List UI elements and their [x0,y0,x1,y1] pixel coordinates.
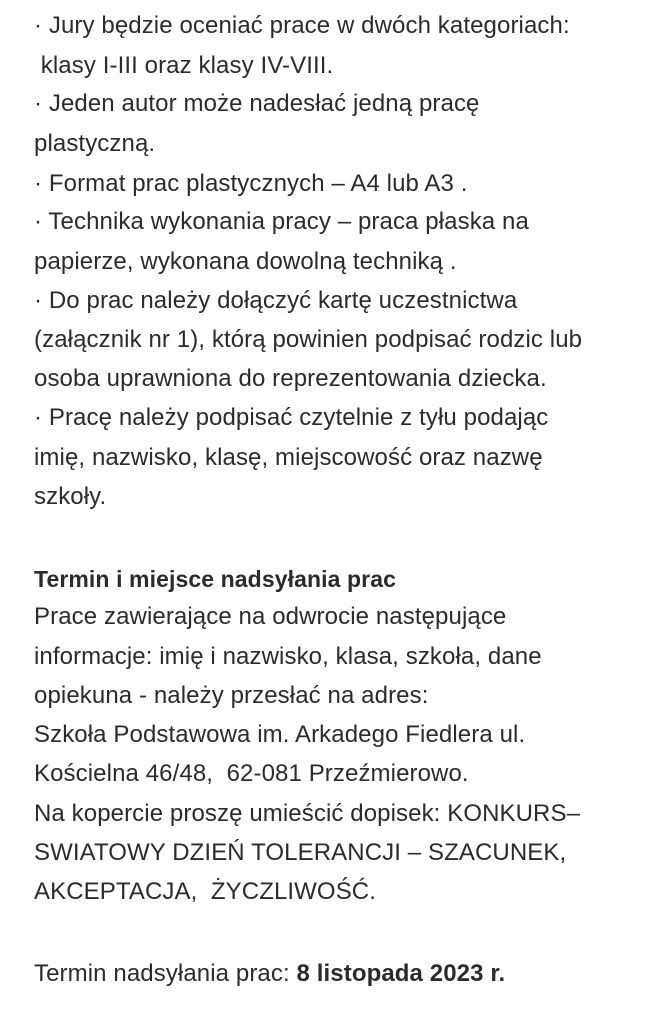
submission-line: opiekuna - należy przesłać na adres: [34,682,429,709]
submission-line: SWIATOWY DZIEŃ TOLERANCJI – SZACUNEK, [34,839,567,866]
rules-line: imię, nazwisko, klasę, miejscowość oraz nazwę [34,444,543,471]
rules-line: szkoły. [34,483,107,510]
rules-line: klasy I-III oraz klasy IV-VIII. [34,52,334,79]
address-line: Kościelna 46/48, 62-081 Przeźmierowo. [34,760,469,787]
section-heading: Termin i miejsce nadsyłania prac [34,566,396,592]
rules-line: osoba uprawniona do reprezentowania dziecka. [34,365,547,392]
deadline-date: 8 listopada 2023 r. [296,960,506,987]
rules-line: · Do prac należy dołączyć kartę uczestnictwa [34,287,518,314]
rules-line: · Pracę należy podpisać czytelnie z tyłu podając [34,404,549,431]
rules-line: · Technika wykonania pracy – praca płaska na [34,208,529,235]
rules-line: · Jury będzie oceniać prace w dwóch kategoriach: [34,12,570,39]
rules-line: (załącznik nr 1), którą powinien podpisać rodzic lub [34,326,583,353]
submission-line: informacje: imię i nazwisko, klasa, szkoła, dane [34,643,542,670]
submission-line: AKCEPTACJA, ŻYCZLIWOŚĆ. [34,878,376,905]
rules-line: · Format prac plastycznych – A4 lub A3 . [34,170,468,197]
submission-line: Prace zawierające na odwrocie następujące [34,603,507,630]
rules-line: papierze, wykonana dowolną techniką . [34,248,457,275]
deadline-line [34,958,505,990]
deadline-label: Termin nadsyłania prac: [34,960,297,987]
rules-line: · Jeden autor może nadesłać jedną pracę [34,90,480,117]
rules-line: plastyczną. [34,130,156,157]
address-line: Szkoła Podstawowa im. Arkadego Fiedlera ul. [34,721,526,748]
submission-line: Na kopercie proszę umieścić dopisek: KONKURS– [34,800,581,827]
